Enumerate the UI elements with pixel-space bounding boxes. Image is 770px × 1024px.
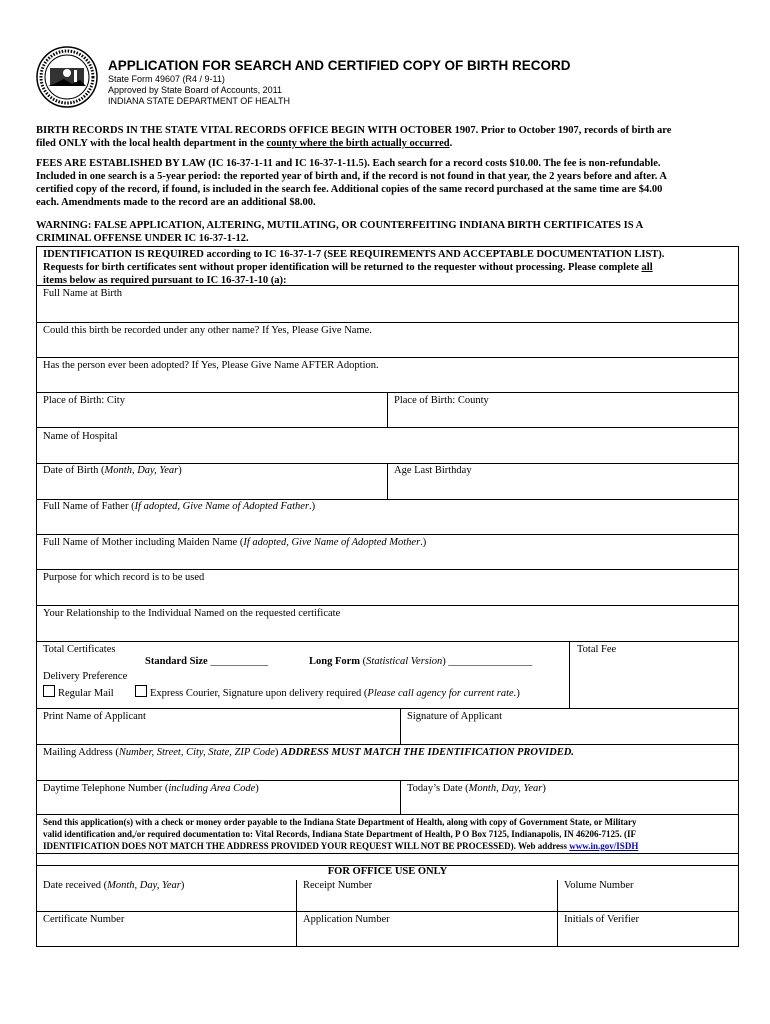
print-name-field[interactable]: Print Name of Applicant	[43, 711, 146, 722]
todays-date-field[interactable]: Today’s Date (Month, Day, Year)	[407, 783, 546, 794]
signature-field[interactable]: Signature of Applicant	[407, 711, 503, 722]
approval-note: Approved by State Board of Accounts, 2011	[108, 85, 282, 95]
father-name-field[interactable]: Full Name of Father (If adopted, Give Name of Adopted Father.)	[43, 501, 316, 512]
verifier-initials-field[interactable]: Initials of Verifier	[564, 914, 640, 925]
office-use-heading: FOR OFFICE USE ONLY	[327, 866, 448, 877]
long-form-field[interactable]: Long Form (Statistical Version) ________________	[309, 656, 533, 667]
total-fee-field[interactable]: Total Fee	[577, 644, 617, 655]
regular-mail-checkbox[interactable]	[43, 685, 55, 697]
warning-paragraph: WARNING: FALSE APPLICATION, ALTERING, MUTILATING, OR COUNTERFEITING INDIANA BIRTH CERTIFICATES IS A CRIMINAL OFFENSE UNDER IC 16-37-1-12.	[36, 220, 644, 244]
volume-number-field[interactable]: Volume Number	[564, 880, 634, 891]
indiana-state-seal-icon	[36, 46, 98, 108]
relationship-field[interactable]: Your Relationship to the Individual Named on the requested certificate	[43, 608, 341, 619]
total-certificates-label: Total Certificates	[43, 644, 116, 655]
receipt-number-field[interactable]: Receipt Number	[303, 880, 373, 891]
standard-size-field[interactable]: Standard Size ___________	[145, 656, 269, 667]
date-of-birth-field[interactable]: Date of Birth (Month, Day, Year)	[43, 465, 182, 476]
age-last-birthday-field[interactable]: Age Last Birthday	[394, 465, 472, 476]
regular-mail-option[interactable]: Regular Mail	[43, 685, 114, 699]
intro-paragraph-records: BIRTH RECORDS IN THE STATE VITAL RECORDS OFFICE BEGIN WITH OCTOBER 1907. Prior to October 1907, records of birth are filed ONLY with the local health department in the county where the birth actually occurred.	[36, 125, 672, 149]
date-received-field[interactable]: Date received (Month, Day, Year)	[43, 880, 185, 891]
form-number: State Form 49607 (R4 / 9-11)	[108, 74, 225, 84]
express-courier-option[interactable]: Express Courier, Signature upon delivery required (Please call agency for current rate.)	[135, 685, 520, 699]
place-of-birth-city-field[interactable]: Place of Birth: City	[43, 395, 125, 406]
express-courier-checkbox[interactable]	[135, 685, 147, 697]
delivery-preference-label: Delivery Preference	[43, 671, 128, 682]
place-of-birth-county-field[interactable]: Place of Birth: County	[394, 395, 489, 406]
mailing-instructions: Send this application(s) with a check or money order payable to the Indiana State Department of Health, along with copy of Government State, or Military valid identification and,/or required documentation to: Vital Records, Indiana State Department of Health, P O Box 7125, Indianapolis, IN 46206-7125. (IF IDENTIFICATION DOES NOT MATCH THE ADDRESS PROVIDED YOUR REQUEST WILL NOT BE PROCESSED). Web address www.in.gov/ISDH	[43, 817, 639, 851]
daytime-phone-field[interactable]: Daytime Telephone Number (including Area Code)	[43, 783, 259, 794]
mother-name-field[interactable]: Full Name of Mother including Maiden Name (If adopted, Give Name of Adopted Mother.)	[43, 537, 427, 548]
mailing-address-field[interactable]: Mailing Address (Number, Street, City, State, ZIP Code) ADDRESS MUST MATCH THE IDENTIFICATION PROVIDED.	[43, 747, 574, 758]
application-number-field[interactable]: Application Number	[303, 914, 390, 925]
identification-notice: IDENTIFICATION IS REQUIRED according to IC 16-37-1-7 (SEE REQUIREMENTS AND ACCEPTABLE DOCUMENTATION LIST). Requests for birth certificates sent without proper identification will be returned to the requester without processing. Please complete all items below as required pursuant to IC 16-37-1-10 (a):	[43, 249, 665, 286]
adopted-name-field[interactable]: Has the person ever been adopted? If Yes, Please Give Name AFTER Adoption.	[43, 360, 379, 371]
purpose-field[interactable]: Purpose for which record is to be used	[43, 572, 205, 583]
department-name: INDIANA STATE DEPARTMENT OF HEALTH	[108, 96, 291, 106]
intro-paragraph-fees: FEES ARE ESTABLISHED BY LAW (IC 16-37-1-11 and IC 16-37-1-11.5). Each search for a record costs $10.00. The fee is non-refundable. Included in one search is a 5-year period: the reported year of birth and, if the record is not found in that year, the 2 years before and after. A certified copy of the record, if found, is included in the search fee. Additional copies of the same record purchased at the same time are $4.00 each. Amendments made to the record are an additional $8.00.	[36, 158, 667, 208]
application-form	[36, 246, 739, 947]
full-name-at-birth-field[interactable]: Full Name at Birth	[43, 288, 123, 299]
form-title: APPLICATION FOR SEARCH AND CERTIFIED COPY OF BIRTH RECORD	[108, 58, 571, 73]
isdh-web-link[interactable]: www.in.gov/ISDH	[569, 841, 639, 851]
hospital-name-field[interactable]: Name of Hospital	[43, 431, 118, 442]
certificate-number-field[interactable]: Certificate Number	[43, 914, 125, 925]
other-name-field[interactable]: Could this birth be recorded under any other name? If Yes, Please Give Name.	[43, 325, 372, 336]
